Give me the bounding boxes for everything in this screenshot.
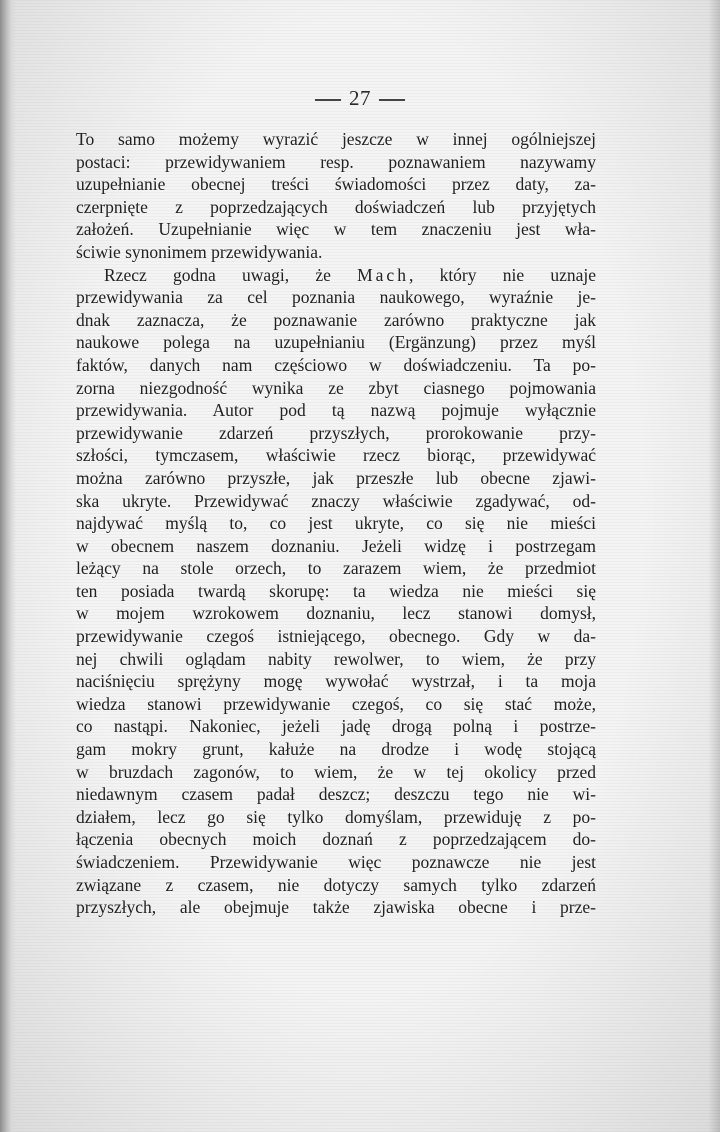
text-line: co nastąpi. Nakoniec, jeżeli jadę drogą polną i postrze- — [76, 716, 596, 737]
paragraph-2 — [76, 264, 596, 964]
paragraph-1 — [76, 128, 596, 264]
text-segment: Rzecz godna uwagi, że — [104, 264, 358, 285]
body-text — [76, 128, 596, 964]
text-line: uzupełnianie obecnej treści świadomości przez daty, za- — [76, 174, 596, 195]
header-dash-left — [315, 99, 341, 101]
text-line: szłości, tymczasem, właściwie rzecz biorąc, przewidywać — [76, 445, 596, 466]
text-line: niedawnym czasem padał deszcz; deszczu tego nie wi- — [76, 784, 596, 805]
page-edge-shadow — [708, 0, 720, 1132]
text-line: dnak zaznacza, że poznawanie zarówno praktyczne jak — [76, 309, 596, 330]
text-line: gam mokry grunt, kałuże na drodze i wodę stojącą — [76, 739, 596, 760]
text-line: postaci: przewidywaniem resp. poznawaniem nazywamy — [76, 151, 596, 172]
text-line: w bruzdach zagonów, to wiem, że w tej okolicy przed — [76, 761, 596, 782]
text-line: naukowe polega na uzupełnianiu (Ergänzung) przez myśl — [76, 332, 596, 353]
text-line: przewidywanie czegoś istniejącego, obecnego. Gdy w da- — [76, 626, 596, 647]
text-line: związane z czasem, nie dotyczy samych tylko zdarzeń — [76, 874, 596, 895]
text-line: w mojem wzrokowem doznaniu, lecz stanowi domysł, — [76, 603, 596, 624]
text-line: łączenia obecnych moich doznań z poprzedzającem do- — [76, 829, 596, 850]
text-line: ściwie synonimem przewidywania. — [76, 241, 323, 262]
text-line: przewidywanie zdarzeń przyszłych, prorokowanie przy- — [76, 422, 596, 443]
text-line: przyszłych, ale obejmuje także zjawiska obecne i prze- — [76, 897, 596, 918]
text-line: czerpnięte z poprzedzających doświadczeń lub przyjętych — [76, 196, 596, 217]
text-line — [76, 264, 596, 287]
emphasized-name: Mach — [357, 264, 409, 285]
page-header — [0, 84, 720, 112]
page-number: 27 — [349, 86, 371, 110]
text-line: naciśnięciu sprężyny mogę wywołać wystrzał, i ta moja — [76, 671, 596, 692]
binding-shadow — [0, 0, 16, 1132]
text-line: nej chwili oglądam nabity rewolwer, to wiem, że przy — [76, 648, 596, 669]
text-line — [76, 919, 596, 942]
text-line — [76, 941, 596, 964]
text-line: wiedza stanowi przewidywanie czegoś, co się stać może, — [76, 693, 596, 714]
text-line: najdywać myślą to, co jest ukryte, co się nie mieści — [76, 513, 596, 534]
text-line: zorna niezgodność wynika ze zbyt ciasnego pojmowania — [76, 377, 596, 398]
text-line: w obecnem naszem doznaniu. Jeżeli widzę i postrzegam — [76, 535, 596, 556]
text-line: przewidywania. Autor pod tą nazwą pojmuje wyłącznie — [76, 400, 596, 421]
text-line: ska ukryte. Przewidywać znaczy właściwie zgadywać, od- — [76, 490, 596, 511]
text-line: To samo możemy wyrazić jeszcze w innej ogólniejszej — [76, 129, 596, 149]
header-dash-right — [379, 99, 405, 101]
text-line: leżący na stole orzech, to zarazem wiem, że przedmiot — [76, 558, 596, 579]
text-line: można zarówno przyszłe, jak przeszłe lub obecne zjawi- — [76, 467, 596, 488]
text-line: świadczeniem. Przewidywanie więc poznawcze nie jest — [76, 852, 596, 872]
text-line: działem, lecz go się tylko domyślam, przewiduję z po- — [76, 806, 596, 827]
text-line: założeń. Uzupełnianie więc w tem znaczeniu jest wła- — [76, 219, 596, 240]
text-line: ten posiada twardą skorupę: ta wiedza nie mieści się — [76, 580, 596, 601]
text-line: przewidywania za cel poznania naukowego, wyraźnie je- — [76, 287, 596, 308]
text-line: faktów, danych nam częściowo w doświadczeniu. Ta po- — [76, 354, 596, 375]
text-segment: , który nie uznaje — [408, 264, 597, 285]
